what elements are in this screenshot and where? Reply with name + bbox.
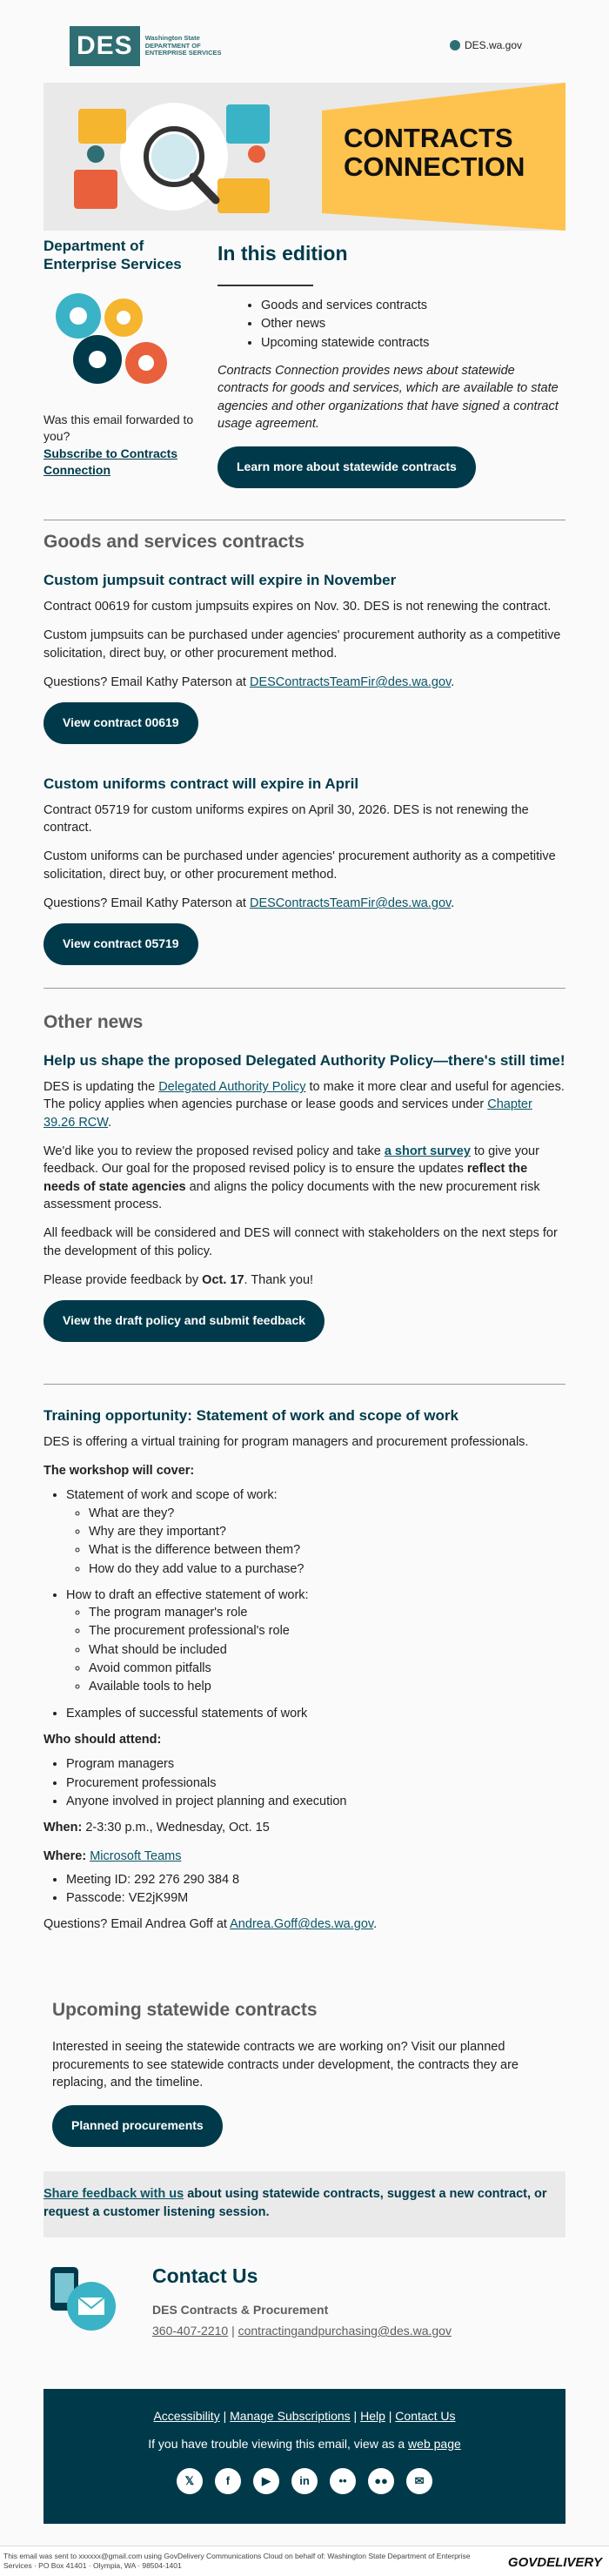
edition-item: • Other news bbox=[261, 315, 566, 332]
legal-text: This email was sent to xxxxxx@gmail.com using GovDelivery Communications Cloud on behalf of: Washington State Department of Enterprise Services · PO Box 41401 · Olympia, WA · 98504-1401 bbox=[3, 2552, 471, 2570]
upcoming-section bbox=[52, 1997, 557, 2147]
hero-illustration bbox=[44, 83, 304, 231]
questions-suffix: . bbox=[373, 1917, 378, 1932]
phone-link[interactable]: 360-407-2210 bbox=[152, 2324, 229, 2338]
section-divider bbox=[44, 1384, 566, 1385]
forward-question: Was this email forwarded to you? bbox=[44, 412, 194, 444]
gears-icon bbox=[44, 283, 183, 396]
banner-title-line-2: CONNECTION bbox=[344, 151, 525, 182]
draft-policy-button[interactable]: View the draft policy and submit feedback bbox=[44, 1300, 325, 1342]
email-link[interactable]: Andrea.Goff@des.wa.gov bbox=[230, 1917, 374, 1932]
footer-links bbox=[44, 2408, 566, 2425]
edition-heading: In this edition bbox=[218, 242, 348, 265]
questions-line bbox=[44, 895, 566, 912]
edition-rule bbox=[218, 285, 313, 286]
article-text: Custom jumpsuits can be purchased under agencies' procurement authority as a competitive solicitation, direct buy, or other procurement method. bbox=[44, 628, 561, 661]
facebook-icon[interactable]: f bbox=[215, 2468, 241, 2494]
when-value: 2-3:30 p.m., Wednesday, Oct. 15 bbox=[82, 1821, 270, 1835]
twitter-icon[interactable]: 𝕏 bbox=[177, 2468, 203, 2494]
list-item: ◦ The program manager's role bbox=[89, 1604, 566, 1621]
email-header bbox=[44, 26, 566, 70]
contact-heading: Contact Us bbox=[152, 2264, 258, 2287]
footer-link-contact[interactable]: Contact Us bbox=[395, 2409, 456, 2423]
list-item: • Anyone involved in project planning and execution bbox=[66, 1793, 566, 1810]
text-run: We'd like you to review the proposed revised policy and take bbox=[44, 1144, 385, 1159]
logo-sub-3: ENTERPRISE SERVICES bbox=[144, 49, 222, 57]
web-page-link[interactable]: web page bbox=[408, 2436, 461, 2451]
questions-line bbox=[44, 1915, 566, 1933]
trouble-text: If you have trouble viewing this email, view as a bbox=[148, 2436, 409, 2451]
article-text bbox=[44, 1143, 566, 1213]
attend-list bbox=[44, 1755, 566, 1810]
cover-list bbox=[44, 1486, 566, 1722]
share-feedback-link[interactable]: Share feedback with us bbox=[44, 2187, 184, 2201]
separator: | bbox=[219, 2409, 231, 2423]
dept-name: Department of Enterprise Services bbox=[44, 238, 182, 273]
text-run: . Thank you! bbox=[244, 1272, 314, 1287]
email-icon[interactable]: ✉ bbox=[406, 2468, 432, 2494]
questions-prefix: Questions? Email Kathy Paterson at bbox=[44, 675, 250, 690]
goods-heading: Goods and services contracts bbox=[44, 532, 304, 552]
article-text bbox=[44, 1271, 566, 1289]
text-run: . bbox=[108, 1115, 112, 1130]
contact-email-link[interactable]: contractingandpurchasing@des.wa.gov bbox=[238, 2324, 452, 2338]
feedback-box bbox=[44, 2171, 566, 2237]
separator: | bbox=[385, 2409, 396, 2423]
article-title: Custom jumpsuit contract will expire in November bbox=[44, 572, 397, 589]
separator: | bbox=[350, 2409, 361, 2423]
list-item-text: How to draft an effective statement of work: bbox=[66, 1587, 309, 1602]
questions-suffix: . bbox=[451, 675, 455, 690]
list-item: • Meeting ID: 292 276 290 384 8 bbox=[66, 1871, 566, 1888]
where-line bbox=[44, 1848, 566, 1865]
site-link[interactable] bbox=[450, 38, 522, 53]
text-emphasis: Oct. 17 bbox=[202, 1272, 244, 1287]
edition-item: • Goods and services contracts bbox=[261, 297, 566, 314]
des-logo[interactable] bbox=[70, 26, 222, 66]
article-title: Custom uniforms contract will expire in April bbox=[44, 775, 359, 792]
linkedin-icon[interactable]: in bbox=[291, 2468, 318, 2494]
delegated-authority-link[interactable]: Delegated Authority Policy bbox=[158, 1080, 306, 1095]
questions-prefix: Questions? Email Kathy Paterson at bbox=[44, 896, 250, 910]
site-link-label: DES.wa.gov bbox=[464, 39, 522, 51]
edition-list bbox=[218, 297, 566, 352]
flickr-icon[interactable]: •• bbox=[330, 2468, 356, 2494]
separator: | bbox=[228, 2324, 238, 2338]
govdelivery-logo: GOVDELIVERY bbox=[507, 2555, 602, 2570]
rcw-link[interactable]: Chapter 39.26 RCW bbox=[44, 1097, 532, 1130]
when-label: When: bbox=[44, 1821, 83, 1835]
text-run: to make it more clear and useful for agencies. The policy applies when agencies purchase or lease goods and services under bbox=[44, 1080, 565, 1112]
subscribe-link[interactable]: Subscribe to Contracts Connection bbox=[44, 446, 178, 478]
article-text: DES is offering a virtual training for program managers and procurement professionals. bbox=[44, 1434, 529, 1449]
footer-link-manage-subscriptions[interactable]: Manage Subscriptions bbox=[230, 2409, 351, 2423]
list-item: • Examples of successful statements of work bbox=[66, 1705, 566, 1722]
upcoming-heading: Upcoming statewide contracts bbox=[52, 2000, 318, 2020]
list-item: ◦ Why are they important? bbox=[89, 1523, 566, 1540]
meeting-list bbox=[44, 1871, 566, 1908]
view-contract-00619-button[interactable]: View contract 00619 bbox=[44, 702, 198, 744]
footer-link-help[interactable]: Help bbox=[360, 2409, 385, 2423]
planned-procurements-button[interactable]: Planned procurements bbox=[52, 2105, 223, 2147]
youtube-icon[interactable]: ▶ bbox=[253, 2468, 279, 2494]
footer-trouble bbox=[44, 2436, 566, 2453]
text-run: DES is updating the bbox=[44, 1080, 159, 1095]
footer-link-accessibility[interactable]: Accessibility bbox=[153, 2409, 220, 2423]
medium-icon[interactable]: ●● bbox=[368, 2468, 394, 2494]
goods-section bbox=[44, 529, 566, 965]
banner-title-box bbox=[304, 83, 566, 231]
text-emphasis: reflect the needs of state agencies bbox=[44, 1162, 528, 1194]
list-item: • Program managers bbox=[66, 1755, 566, 1773]
social-icons bbox=[44, 2468, 566, 2494]
list-item: • Procurement professionals bbox=[66, 1774, 566, 1792]
teams-link[interactable]: Microsoft Teams bbox=[90, 1849, 182, 1864]
list-item: • Passcode: VE2jK99M bbox=[66, 1889, 566, 1907]
questions-prefix: Questions? Email Andrea Goff at bbox=[44, 1917, 231, 1932]
contact-icon bbox=[44, 2263, 130, 2332]
intro-sidebar bbox=[44, 237, 200, 480]
view-contract-05719-button[interactable]: View contract 05719 bbox=[44, 923, 198, 965]
contact-details bbox=[152, 2323, 452, 2340]
training-article bbox=[44, 1405, 566, 1945]
intro-main bbox=[218, 239, 566, 488]
sub-list bbox=[66, 1604, 566, 1695]
list-item: ◦ Available tools to help bbox=[89, 1678, 566, 1695]
feedback-text: about using statewide contracts, suggest a new contract, or request a customer listening session. bbox=[44, 2187, 547, 2220]
contact-org: DES Contracts & Procurement bbox=[152, 2303, 329, 2317]
list-item: ◦ What are they? bbox=[89, 1505, 566, 1522]
email-link[interactable]: DESContractsTeamFir@des.wa.gov bbox=[249, 896, 452, 910]
article-text: Contract 00619 for custom jumpsuits expires on Nov. 30. DES is not renewing the contract. bbox=[44, 600, 552, 614]
logo-letters: DES bbox=[70, 26, 140, 66]
survey-link[interactable]: a short survey bbox=[384, 1144, 471, 1159]
text-run: to give your feedback. Our goal for the proposed revised policy is to ensure the updates bbox=[44, 1144, 539, 1177]
intro-description: Contracts Connection provides news about statewide contracts for goods and services, which are available to state agencies and other organizations that have signed a contract usage agreement. bbox=[218, 364, 559, 431]
article-text: All feedback will be considered and DES will connect with stakeholders on the next steps for the development of this policy. bbox=[44, 1226, 558, 1258]
article-text bbox=[44, 1078, 566, 1131]
questions-suffix: . bbox=[451, 896, 455, 910]
when-line bbox=[44, 1819, 566, 1836]
article-title: Help us shape the proposed Delegated Authority Policy—there's still time! bbox=[44, 1052, 566, 1070]
questions-line bbox=[44, 674, 566, 691]
hero-banner bbox=[44, 83, 566, 231]
text-run: and aligns the policy documents with the new procurement risk assessment process. bbox=[44, 1179, 540, 1211]
list-item bbox=[66, 1486, 566, 1577]
sub-list bbox=[66, 1505, 566, 1578]
text-run: Please provide feedback by bbox=[44, 1272, 203, 1287]
attend-label: Who should attend: bbox=[44, 1732, 162, 1747]
legal-bar bbox=[0, 2546, 609, 2576]
list-item: ◦ How do they add value to a purchase? bbox=[89, 1560, 566, 1578]
section-divider bbox=[44, 988, 566, 989]
article-text: Custom uniforms can be purchased under agencies' procurement authority as a competitive solicitation, direct buy, or other procurement method. bbox=[44, 849, 556, 882]
learn-more-button[interactable]: Learn more about statewide contracts bbox=[218, 446, 476, 488]
cover-label: The workshop will cover: bbox=[44, 1464, 195, 1479]
news-section bbox=[44, 1010, 566, 1342]
article-title: Training opportunity: Statement of work and scope of work bbox=[44, 1407, 458, 1424]
list-item bbox=[66, 1587, 566, 1696]
list-item-text: Statement of work and scope of work: bbox=[66, 1488, 278, 1503]
contact-section bbox=[44, 2258, 566, 2337]
article-text: Contract 05719 for custom uniforms expires on April 30, 2026. DES is not renewing the contract. bbox=[44, 802, 529, 835]
footer bbox=[44, 2389, 566, 2524]
edition-item: • Upcoming statewide contracts bbox=[261, 334, 566, 352]
list-item: ◦ The procurement professional's role bbox=[89, 1622, 566, 1640]
globe-icon bbox=[450, 40, 460, 50]
logo-sub-2: DEPARTMENT OF bbox=[144, 41, 201, 50]
list-item: ◦ What is the difference between them? bbox=[89, 1541, 566, 1559]
list-item: ◦ Avoid common pitfalls bbox=[89, 1660, 566, 1677]
email-link[interactable]: DESContractsTeamFir@des.wa.gov bbox=[249, 675, 452, 690]
news-heading: Other news bbox=[44, 1012, 144, 1032]
logo-sub-1: Washington State bbox=[144, 34, 200, 43]
where-label: Where: bbox=[44, 1849, 87, 1864]
list-item: ◦ What should be included bbox=[89, 1641, 566, 1659]
banner-title-line-1: CONTRACTS bbox=[344, 123, 513, 153]
upcoming-text: Interested in seeing the statewide contracts we are working on? Visit our planned procurements to see statewide contracts under development, the contracts they are replacing, and the timeline. bbox=[52, 2040, 519, 2090]
